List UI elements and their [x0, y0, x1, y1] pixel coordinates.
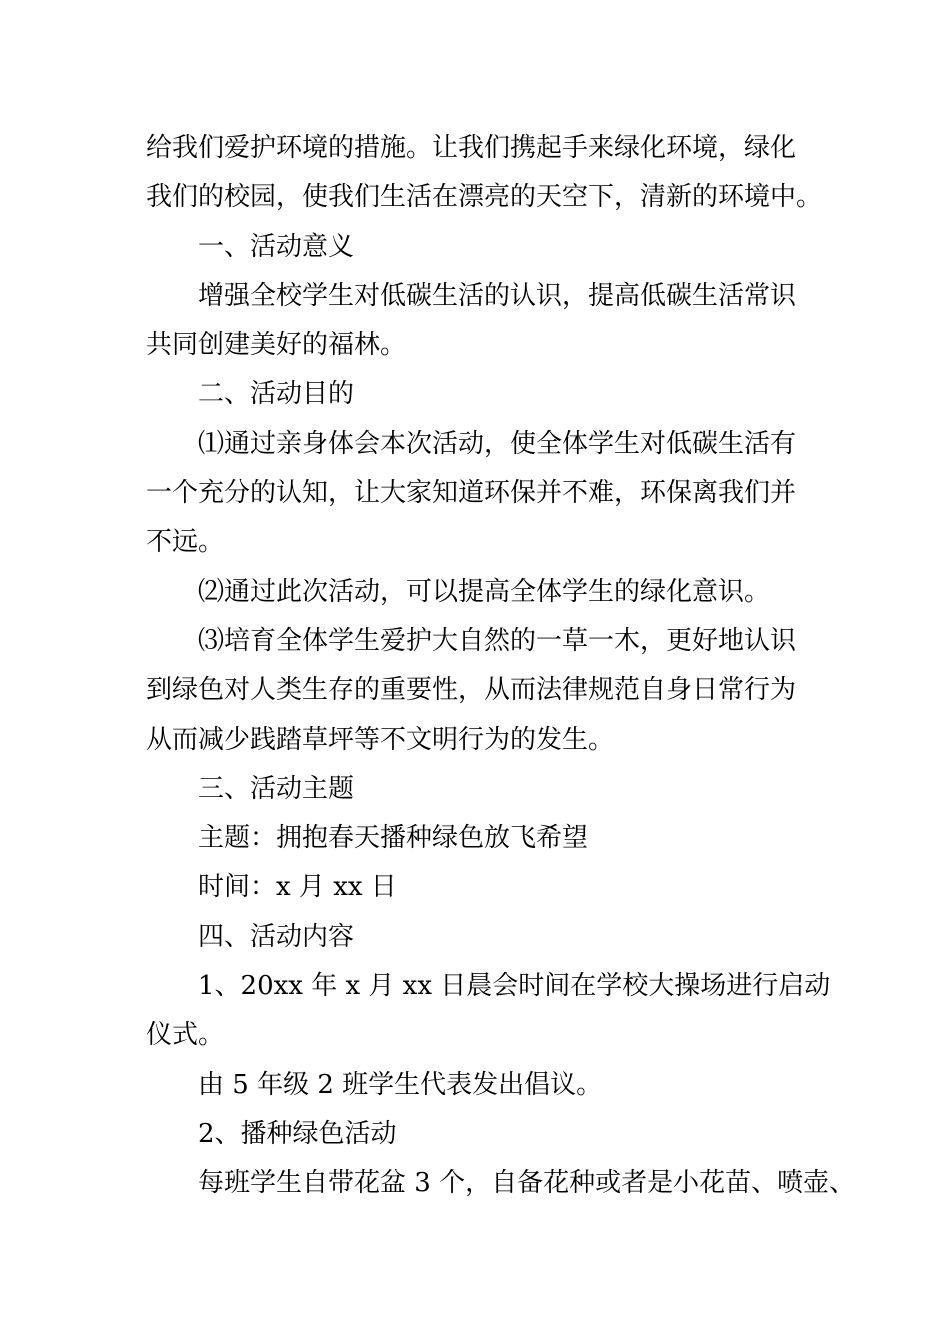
section-heading-content	[146, 913, 846, 962]
section-heading-meaning	[146, 223, 846, 272]
text-line: 1、20xx 年 x 月 xx 日晨会时间在学校大操场进行启动	[198, 971, 831, 1002]
document-page	[146, 124, 856, 1209]
text-line: ⑵通过此次活动，可以提高全体学生的绿化意识。	[198, 576, 771, 607]
text-line: 增强全校学生对低碳生活的认识，提高低碳生活常识	[198, 280, 797, 311]
content-item-1	[146, 962, 846, 1061]
content-item-2-detail	[146, 1159, 856, 1208]
text-line: 每班学生自带花盆 3 个，自备花种或者是小花苗、喷壶、	[198, 1168, 856, 1199]
content-item-2	[146, 1110, 846, 1159]
text-line: 时间：x 月 xx 日	[198, 872, 397, 903]
text-line: 主题：拥抱春天播种绿色放飞希望	[198, 823, 589, 854]
text-line: 一个充分的认知，让大家知道环保并不难，环保离我们并	[146, 478, 797, 509]
heading-text: 三、活动主题	[198, 773, 355, 804]
text-line: 2、播种绿色活动	[198, 1118, 397, 1149]
meaning-paragraph	[146, 272, 846, 371]
goal-item-3	[146, 617, 846, 765]
heading-text: 四、活动内容	[198, 921, 355, 952]
heading-text: 一、活动意义	[198, 231, 355, 262]
section-heading-theme	[146, 765, 846, 814]
content-item-1-detail	[146, 1061, 846, 1110]
goal-item-2	[146, 568, 846, 617]
text-line: 给我们爱护环境的措施。让我们携起手来绿化环境，绿化	[146, 133, 797, 163]
text-line: 共同创建美好的福林。	[146, 330, 407, 361]
text-line: ⑶培育全体学生爱护大自然的一草一木，更好地认识	[198, 625, 797, 656]
intro-paragraph	[146, 124, 846, 223]
theme-line	[146, 814, 846, 863]
text-line: 仪式。	[146, 1020, 225, 1051]
text-line: 不远。	[146, 527, 225, 558]
text-line: 到绿色对人类生存的重要性，从而法律规范自身日常行为	[146, 675, 797, 706]
section-heading-goal	[146, 370, 846, 419]
text-line: 由 5 年级 2 班学生代表发出倡议。	[198, 1069, 603, 1100]
text-line: ⑴通过亲身体会本次活动，使全体学生对低碳生活有	[198, 428, 797, 459]
time-line	[146, 863, 846, 912]
text-line: 我们的校园，使我们生活在漂亮的天空下，清新的环境中。	[146, 182, 823, 213]
text-line: 从而减少践踏草坪等不文明行为的发生。	[146, 724, 615, 755]
goal-item-1	[146, 420, 846, 568]
heading-text: 二、活动目的	[198, 379, 355, 410]
